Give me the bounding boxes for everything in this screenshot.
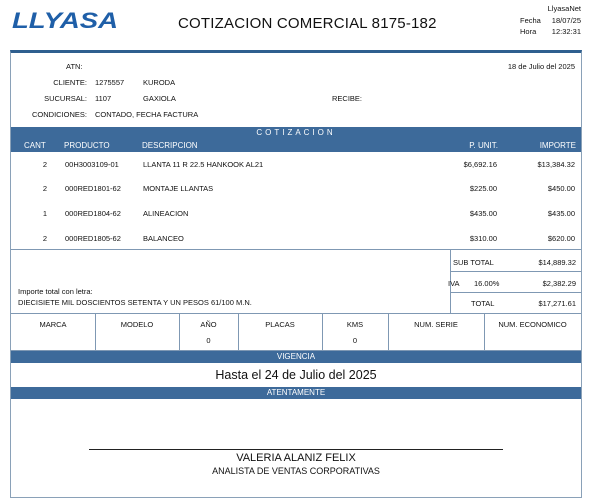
- atn-label: ATN:: [66, 62, 83, 71]
- cell-importe: $620.00: [547, 234, 575, 243]
- subtotal-value: $14,889.32: [538, 258, 576, 267]
- signature-line: [89, 449, 503, 450]
- divider: [11, 249, 581, 250]
- fecha-value: 18/07/25: [551, 16, 581, 25]
- signer-name: VALERIA ALANIZ FELIX: [236, 452, 356, 464]
- subtotal-label: SUB TOTAL: [453, 258, 494, 267]
- cell-cant: 2: [42, 184, 47, 193]
- num-serie-header: NUM. SERIE: [414, 320, 458, 329]
- document-date: 18 de Julio del 2025: [507, 62, 575, 71]
- hora-value: 12:32:31: [551, 27, 581, 36]
- cell-cant: 1: [42, 209, 47, 218]
- marca-header: MARCA: [39, 320, 67, 329]
- llyasa-logo: [12, 8, 120, 32]
- vigencia-bar: VIGENCIA: [11, 351, 581, 363]
- divider: [484, 313, 485, 350]
- cell-descripcion: MONTAJE LLANTAS: [143, 184, 214, 193]
- app-name: LlyasaNet: [547, 4, 581, 13]
- recibe-label: RECIBE:: [332, 94, 363, 103]
- table-row: [11, 160, 581, 172]
- divider: [450, 271, 581, 272]
- iva-value: $2,382.29: [542, 279, 576, 288]
- divider: [388, 313, 389, 350]
- document-title: COTIZACION COMERCIAL 8175-182: [178, 15, 437, 32]
- anio-value: 0: [206, 336, 211, 345]
- cliente-name: KURODA: [143, 78, 176, 87]
- col-descripcion: DESCRIPCION: [142, 141, 198, 150]
- divider: [238, 313, 239, 350]
- hora-label: Hora: [520, 27, 537, 36]
- col-punit: P. UNIT.: [469, 141, 498, 150]
- logo-text: LLYASA: [12, 8, 118, 32]
- divider: [11, 313, 581, 314]
- col-importe: IMPORTE: [539, 141, 576, 150]
- placas-header: PLACAS: [265, 320, 295, 329]
- total-value: $17,271.61: [538, 299, 576, 308]
- amount-in-words-label: Importe total con letra:: [18, 287, 93, 296]
- atentamente-bar: ATENTAMENTE: [11, 387, 581, 399]
- condiciones-label: CONDICIONES:: [31, 110, 87, 119]
- kms-header: KMS: [346, 320, 364, 329]
- table-row: [11, 234, 581, 246]
- anio-header: AÑO: [200, 320, 217, 329]
- cotizacion-bar: COTIZACION: [11, 127, 581, 139]
- cell-producto: 00H3003109-01: [65, 160, 119, 169]
- total-label: TOTAL: [471, 299, 495, 308]
- iva-label: IVA: [448, 279, 460, 288]
- num-economico-header: NUM. ECONOMICO: [498, 320, 567, 329]
- cell-punit: $435.00: [469, 209, 497, 218]
- sucursal-id: 1107: [95, 94, 112, 103]
- condiciones-value: CONTADO, FECHA FACTURA: [95, 110, 199, 119]
- cell-punit: $6,692.16: [463, 160, 497, 169]
- cell-importe: $435.00: [547, 209, 575, 218]
- cell-descripcion: BALANCEO: [143, 234, 184, 243]
- fecha-label: Fecha: [520, 16, 541, 25]
- signer-role: ANALISTA DE VENTAS CORPORATIVAS: [212, 466, 380, 476]
- amount-in-words: DIECISIETE MIL DOSCIENTOS SETENTA Y UN PESOS 61/100 M.N.: [18, 298, 252, 307]
- cell-punit: $310.00: [469, 234, 497, 243]
- table-row: [11, 184, 581, 196]
- divider: [95, 313, 96, 350]
- modelo-header: MODELO: [120, 320, 154, 329]
- cell-cant: 2: [42, 160, 47, 169]
- cell-producto: 000RED1804-62: [65, 209, 121, 218]
- cell-descripcion: LLANTA 11 R 22.5 HANKOOK AL21: [143, 160, 264, 169]
- cell-descripcion: ALINEACION: [143, 209, 189, 218]
- cliente-label: CLIENTE:: [53, 78, 87, 87]
- cell-importe: $13,384.32: [537, 160, 575, 169]
- cell-cant: 2: [42, 234, 47, 243]
- iva-rate: 16.00%: [474, 279, 500, 288]
- vigencia-text: Hasta el 24 de Julio del 2025: [215, 368, 377, 382]
- sucursal-label: SUCURSAL:: [44, 94, 87, 103]
- divider: [450, 292, 581, 293]
- cliente-id: 1275557: [95, 78, 125, 87]
- col-cant: CANT: [24, 141, 46, 150]
- column-header-row: [11, 139, 581, 152]
- sucursal-name: GAXIOLA: [143, 94, 176, 103]
- col-producto: PRODUCTO: [64, 141, 110, 150]
- cell-punit: $225.00: [469, 184, 497, 193]
- cell-importe: $450.00: [547, 184, 575, 193]
- cell-producto: 000RED1805-62: [65, 234, 121, 243]
- kms-value: 0: [352, 336, 358, 345]
- cell-producto: 000RED1801-62: [65, 184, 121, 193]
- table-row: [11, 209, 581, 221]
